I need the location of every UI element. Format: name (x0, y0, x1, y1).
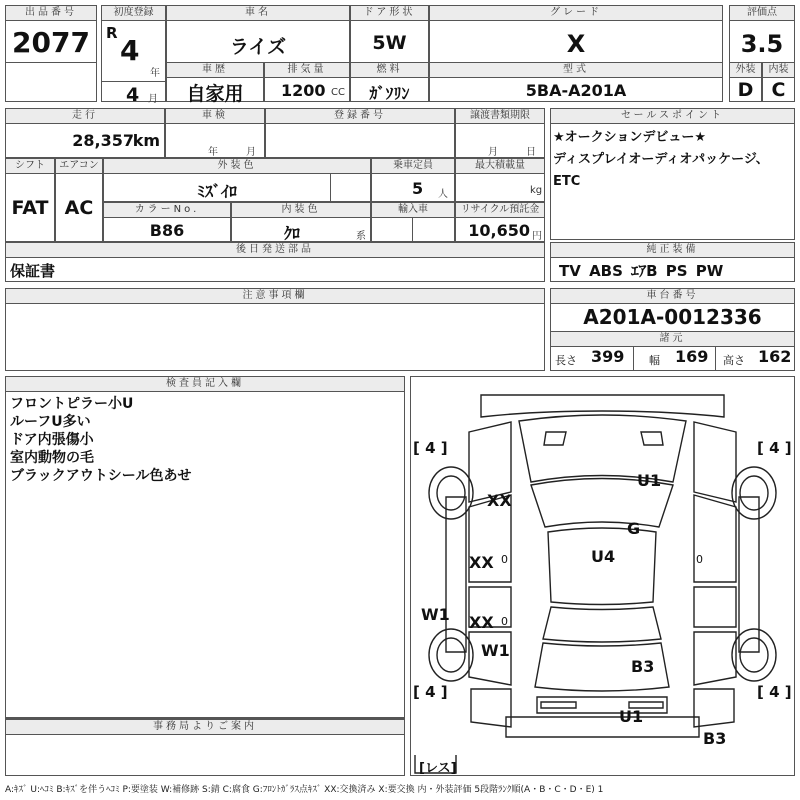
max-load-cell (455, 158, 545, 202)
door-mark-2: 0 (501, 615, 508, 628)
notes-cell (5, 288, 545, 371)
damage-mark-rear-corner: B3 (703, 729, 727, 748)
inspector-note: 室内動物の毛 (10, 450, 94, 466)
later-parts-cell (5, 242, 545, 282)
car-name-label: 車名 (167, 6, 349, 21)
era-letter: R (106, 24, 118, 42)
damage-mark-rear-bumper: U1 (619, 707, 644, 726)
month-unit: 月 (148, 94, 158, 105)
sales-point-label: セールスポイント (551, 109, 794, 124)
yen-unit: 円 (532, 231, 542, 242)
office-label: 事務局よりご案内 (6, 719, 404, 735)
persons-unit: 人 (438, 189, 448, 200)
import-cell (371, 202, 455, 242)
first-registration-label: 初度登録 (102, 6, 165, 21)
damage-mark-roof: U4 (591, 547, 616, 566)
fuel-cell (350, 62, 429, 102)
shift-label: シフト (6, 159, 54, 174)
tire-tread-rear-right: [ 4 ] (757, 683, 792, 701)
damage-mark-step-left: W1 (421, 605, 450, 624)
damage-diagram (410, 376, 795, 776)
damage-mark-roof-front: U1 (637, 471, 662, 490)
grade-label: グレード (430, 6, 722, 21)
lot-number: 2077 (12, 26, 90, 59)
grade-value: X (566, 30, 586, 58)
shift-cell (5, 158, 55, 242)
later-parts-label: 後日発送部品 (6, 243, 544, 258)
damage-mark-front-door-left: XX (469, 553, 494, 572)
damage-mark-glass: G (627, 519, 641, 538)
score-value: 3.5 (740, 30, 784, 58)
sales-point-cell (550, 108, 795, 240)
aircon-type: AC (64, 197, 94, 219)
inspector-note: ドア内張傷小 (10, 432, 94, 448)
genuine-label: 純正装備 (551, 243, 794, 258)
history-cell (166, 62, 264, 105)
aircon-label: エアコン (56, 159, 102, 174)
displacement: 1200 (281, 81, 326, 100)
registration-year: 4 (120, 34, 140, 67)
cc-unit: CC (331, 87, 345, 98)
lot-blank-cell (5, 62, 97, 102)
transfer-day-unit: 日 (526, 147, 536, 158)
displacement-cell (264, 62, 350, 102)
color-no-cell (103, 202, 231, 242)
interior-label: 内装 (763, 63, 794, 78)
damage-legend: A:ｷｽﾞ U:ﾍｺﾐ B:ｷｽﾞを伴うﾍｺﾐ P:要塗装 W:補修跡 S:錆 C:腐食 G:ﾌﾛﾝﾄｶﾞﾗｽ点ｷｽﾞ XX:交換済み X:要交換 内・外装評価 5段階ﾗﾝｸ順(A・B・C・D・E) 1 (5, 785, 604, 795)
inspector-cell (5, 376, 405, 718)
lot-number-cell (5, 5, 97, 63)
car-name-cell (166, 5, 350, 63)
genuine-cell (550, 242, 795, 282)
km-unit: km (132, 131, 160, 150)
length-label: 長さ (555, 354, 577, 367)
mileage-value: 28,357 (72, 131, 134, 150)
transfer-label: 譲渡書類期限 (456, 109, 544, 124)
chassis-cell (550, 288, 795, 371)
inspector-note: ブラックアウトシール色あせ (10, 468, 192, 484)
tire-tread-front-left: [ 4 ] (413, 439, 448, 457)
color-no-label: カラーNo. (104, 203, 230, 218)
capacity-label: 乗車定員 (372, 159, 454, 174)
damage-mark-rear-door-left: XX (469, 613, 494, 632)
tire-tread-front-right: [ 4 ] (757, 439, 792, 457)
sales-point-text: ★オークションデビュー★ ディスプレイオーディオパッケージ、ETC (553, 130, 769, 189)
door-mark-1: 0 (501, 553, 508, 566)
first-registration-cell (101, 5, 166, 106)
mileage-cell (5, 108, 165, 158)
model-label: 型式 (430, 63, 722, 78)
spare-tire: [レス] (419, 761, 457, 776)
ext-color-cell (103, 158, 371, 202)
transfer-cell (455, 108, 545, 158)
score-cell (729, 5, 795, 63)
damage-mark-quarter-left: W1 (481, 641, 510, 660)
exterior-cell (729, 62, 762, 102)
chassis-label: 車台番号 (551, 289, 794, 304)
shift-type: FAT (11, 197, 49, 219)
aircon-cell (55, 158, 103, 242)
mileage-label: 走行 (6, 109, 164, 124)
grade-cell (429, 5, 723, 63)
year-unit: 年 (150, 68, 160, 79)
inspection-cell (165, 108, 265, 158)
exterior-label: 外装 (730, 63, 761, 78)
chassis-number: A201A-0012336 (583, 305, 762, 329)
reg-number-label: 登録番号 (266, 109, 454, 124)
width-label: 幅 (649, 354, 660, 367)
later-parts-value: 保証書 (10, 262, 56, 280)
inspection-month-unit: 月 (246, 147, 256, 158)
door-type: 5W (372, 32, 407, 54)
inspection-label: 車検 (166, 109, 264, 124)
series-unit: 系 (356, 231, 366, 242)
int-color-label: 内装色 (232, 203, 370, 218)
office-cell (5, 718, 405, 776)
specs-label: 諸元 (551, 331, 794, 347)
damage-mark-fender-left: XX (487, 491, 512, 510)
interior-cell (762, 62, 795, 102)
ext-color: ﾐｽﾞｲﾛ (196, 182, 237, 201)
int-color: ｸﾛ (283, 224, 300, 243)
interior-grade: C (771, 79, 786, 101)
max-load-label: 最大積載量 (456, 159, 544, 174)
door-mark-3: 0 (696, 553, 703, 566)
inspector-note: フロントピラー小U (10, 396, 134, 412)
width-value: 169 (675, 347, 709, 366)
capacity-value: 5 (412, 179, 424, 198)
damage-mark-trunk: B3 (631, 657, 655, 676)
reg-number-cell (265, 108, 455, 158)
history-label: 車歴 (167, 63, 263, 78)
height-value: 162 (758, 347, 792, 366)
door-label: ドア形状 (351, 6, 428, 21)
car-history: 自家用 (186, 83, 244, 105)
length-value: 399 (591, 347, 625, 366)
car-outline (411, 377, 794, 775)
inspector-notes (10, 395, 191, 485)
transfer-month-unit: 月 (488, 147, 498, 158)
ext-color-label: 外装色 (104, 159, 370, 174)
model-cell (429, 62, 723, 102)
tire-tread-rear-left: [ 4 ] (413, 683, 448, 701)
recycle-cell (455, 202, 545, 242)
displacement-label: 排気量 (265, 63, 349, 78)
inspection-year-unit: 年 (208, 147, 218, 158)
height-label: 高さ (723, 354, 745, 367)
genuine-equipment: TV ABS ｴｱB PS PW (559, 262, 724, 280)
lot-number-label: 出品番号 (6, 6, 96, 21)
score-label: 評価点 (730, 6, 794, 21)
kg-unit: kg (530, 185, 543, 196)
model-code: 5BA-A201A (525, 81, 627, 100)
exterior-grade: D (737, 79, 754, 101)
recycle-label: リサイクル預託金 (456, 203, 544, 218)
color-no: B86 (149, 221, 185, 240)
fuel-type: ｶﾞｿﾘﾝ (369, 84, 410, 103)
notes-label: 注意事項欄 (6, 289, 544, 304)
import-label: 輸入車 (372, 203, 454, 218)
registration-month: 4 (126, 84, 140, 106)
fuel-label: 燃料 (351, 63, 428, 78)
capacity-cell (371, 158, 455, 202)
door-cell (350, 5, 429, 63)
recycle-fee: 10,650 (468, 221, 530, 240)
inspector-note: ルーフU多い (10, 414, 91, 430)
inspector-label: 検査員記入欄 (6, 377, 404, 392)
int-color-cell (231, 202, 371, 242)
car-name: ライズ (229, 36, 287, 58)
